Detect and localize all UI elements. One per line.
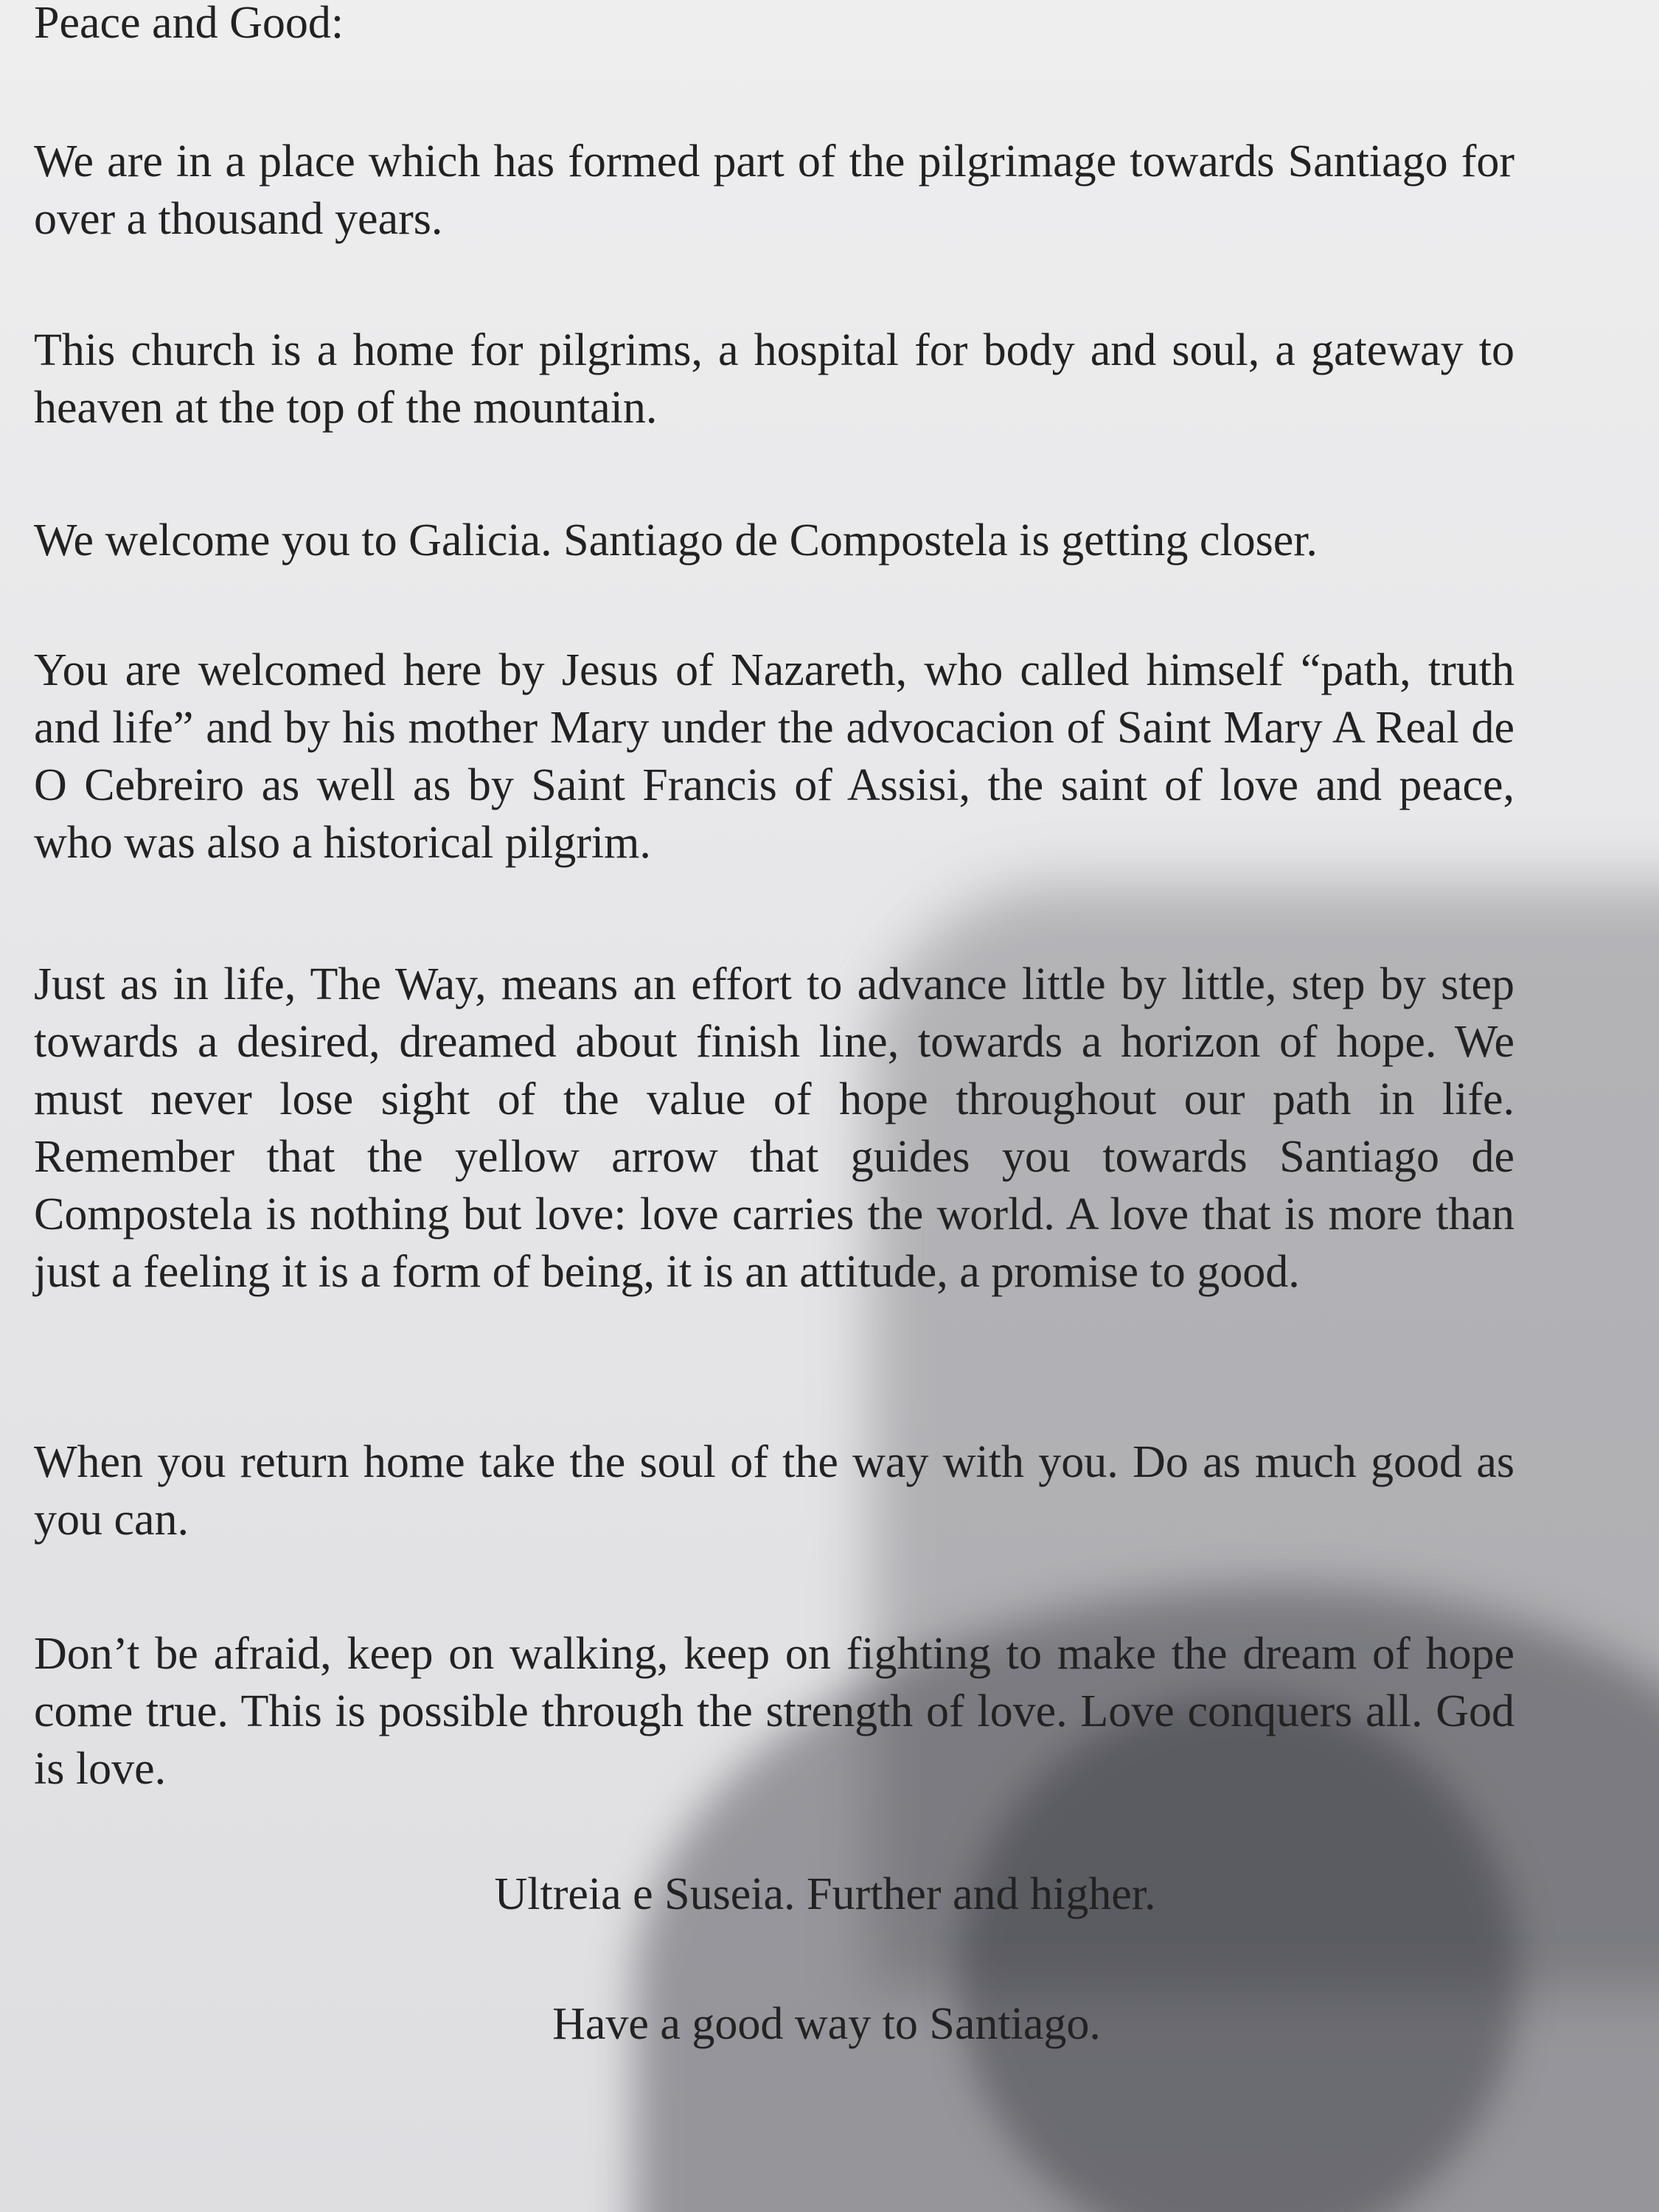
closing-line-good-way: Have a good way to Santiago. — [552, 1999, 1101, 2049]
paragraph-dont-be-afraid: Don’t be afraid, keep on walking, keep on fighting to make the dream of hope come true. This is possible through the strength of love. Love conquers all. God is love. — [34, 1629, 1514, 1794]
paragraph-jesus: You are welcomed here by Jesus of Nazareth, who called himself “path, truth and life” and by his mother Mary under the advocacion of Saint Mary A Real de O Cebreiro as well as by Saint Francis of Assisi, the saint of love and peace, who was also a historical pilgrim. — [34, 645, 1514, 868]
greeting: Peace and Good: — [34, 0, 344, 48]
paragraph-return-home: When you return home take the soul of the way with you. Do as much good as you can. — [34, 1437, 1514, 1545]
paragraph-the-way: Just as in life, The Way, means an effort to advance little by little, step by step towards a desired, dreamed about finish line, towards a horizon of hope. We must never lose sight of the value of hope throughout our path in life. Remember that the yellow arrow that guides you towards Santiago de Compostela is nothing but love: love carries the world. A love that is more than just a feeling it is a form of being, it is an attitude, a promise to good. — [34, 959, 1514, 1297]
closing-line-ultreia: Ultreia e Suseia. Further and higher. — [494, 1869, 1156, 1919]
paragraph-welcome: We welcome you to Galicia. Santiago de Compostela is getting closer. — [34, 515, 1318, 566]
paragraph-church: This church is a home for pilgrims, a hospital for body and soul, a gateway to heaven at the top of the mountain. — [34, 325, 1514, 433]
paragraph-pilgrimage: We are in a place which has formed part of the pilgrimage towards Santiago for over a thousand years. — [34, 136, 1514, 244]
